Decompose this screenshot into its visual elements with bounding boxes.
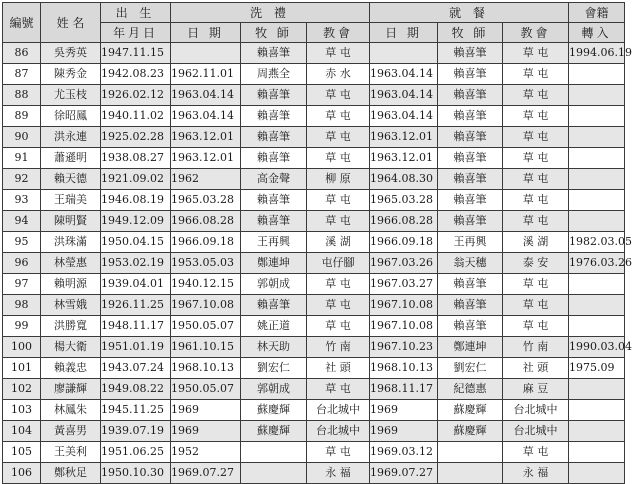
birth-date-cell: 1943.07.24 [101, 358, 171, 379]
eucharist-date-cell: 1969 [370, 421, 438, 442]
member-number-cell: 94 [3, 211, 41, 232]
header-baptism-date: 日 期 [171, 23, 241, 43]
baptism-pastor-cell: 賴喜筆 [241, 43, 307, 64]
baptism-pastor-cell: 賴喜筆 [241, 295, 307, 316]
table-row [3, 379, 625, 400]
member-number-cell: 96 [3, 253, 41, 274]
eucharist-pastor-cell: 賴喜筆 [438, 127, 503, 148]
eucharist-date-cell: 1963.12.01 [370, 148, 438, 169]
baptism-pastor-cell: 賴喜筆 [241, 106, 307, 127]
member-number-cell: 99 [3, 316, 41, 337]
baptism-church-cell: 草 屯 [307, 43, 370, 64]
eucharist-date-cell: 1966.09.18 [370, 232, 438, 253]
birth-date-cell: 1926.11.25 [101, 295, 171, 316]
baptism-date-cell: 1967.10.08 [171, 295, 241, 316]
transfer-in-date-cell [569, 379, 625, 400]
transfer-in-date-cell [569, 463, 625, 484]
table-row [3, 64, 625, 85]
baptism-pastor-cell: 賴喜筆 [241, 148, 307, 169]
member-name-cell: 黃喜男 [41, 421, 101, 442]
table-row [3, 274, 625, 295]
member-number-cell: 103 [3, 400, 41, 421]
member-number-cell: 106 [3, 463, 41, 484]
member-name-cell: 洪永連 [41, 127, 101, 148]
member-number-cell: 92 [3, 169, 41, 190]
baptism-pastor-cell: 王再興 [241, 232, 307, 253]
header-transfer-in: 轉入 [569, 23, 625, 43]
header-eucharist: 就 餐 [370, 3, 569, 23]
eucharist-date-cell: 1968.11.17 [370, 379, 438, 400]
table-row [3, 232, 625, 253]
birth-date-cell: 1946.08.19 [101, 190, 171, 211]
baptism-pastor-cell: 賴喜筆 [241, 211, 307, 232]
baptism-church-cell: 草 屯 [307, 295, 370, 316]
eucharist-church-cell: 泰 安 [503, 253, 569, 274]
eucharist-pastor-cell: 賴喜筆 [438, 43, 503, 64]
baptism-church-cell: 社 頭 [307, 358, 370, 379]
baptism-date-cell: 1969 [171, 421, 241, 442]
eucharist-church-cell: 草 屯 [503, 148, 569, 169]
baptism-date-cell: 1969 [171, 400, 241, 421]
baptism-pastor-cell: 賴喜筆 [241, 127, 307, 148]
baptism-pastor-cell: 劉宏仁 [241, 358, 307, 379]
eucharist-church-cell: 草 屯 [503, 211, 569, 232]
baptism-pastor-cell: 郭朝成 [241, 274, 307, 295]
eucharist-pastor-cell [438, 442, 503, 463]
baptism-pastor-cell: 周燕全 [241, 64, 307, 85]
eucharist-date-cell: 1967.10.23 [370, 337, 438, 358]
eucharist-pastor-cell: 王再興 [438, 232, 503, 253]
eucharist-pastor-cell: 賴喜筆 [438, 211, 503, 232]
member-number-cell: 101 [3, 358, 41, 379]
baptism-church-cell: 草 屯 [307, 148, 370, 169]
baptism-church-cell: 柳 原 [307, 169, 370, 190]
header-baptism: 洗 禮 [171, 3, 370, 23]
member-name-cell: 尤玉枝 [41, 85, 101, 106]
eucharist-pastor-cell: 賴喜筆 [438, 190, 503, 211]
birth-date-cell: 1939.07.19 [101, 421, 171, 442]
baptism-date-cell: 1961.10.15 [171, 337, 241, 358]
birth-date-cell: 1953.02.19 [101, 253, 171, 274]
eucharist-pastor-cell: 鄭連坤 [438, 337, 503, 358]
eucharist-pastor-cell: 劉宏仁 [438, 358, 503, 379]
transfer-in-date-cell [569, 85, 625, 106]
member-number-cell: 104 [3, 421, 41, 442]
transfer-in-date-cell [569, 421, 625, 442]
member-name-cell: 林鳳朱 [41, 400, 101, 421]
eucharist-church-cell: 草 屯 [503, 64, 569, 85]
eucharist-date-cell: 1969.07.27 [370, 463, 438, 484]
eucharist-pastor-cell: 蘇慶輝 [438, 421, 503, 442]
baptism-pastor-cell: 高金聲 [241, 169, 307, 190]
baptism-date-cell: 1963.12.01 [171, 148, 241, 169]
eucharist-pastor-cell: 賴喜筆 [438, 274, 503, 295]
birth-date-cell: 1940.11.02 [101, 106, 171, 127]
baptism-pastor-cell [241, 463, 307, 484]
eucharist-pastor-cell: 賴喜筆 [438, 85, 503, 106]
baptism-church-cell: 溪 湖 [307, 232, 370, 253]
baptism-pastor-cell: 姚正道 [241, 316, 307, 337]
baptism-date-cell: 1953.05.03 [171, 253, 241, 274]
member-name-cell: 林雪娥 [41, 295, 101, 316]
header-eucharist-date: 日 期 [370, 23, 438, 43]
table-row [3, 337, 625, 358]
eucharist-date-cell: 1965.03.28 [370, 190, 438, 211]
eucharist-pastor-cell: 賴喜筆 [438, 169, 503, 190]
eucharist-date-cell: 1963.04.14 [370, 64, 438, 85]
member-number-cell: 88 [3, 85, 41, 106]
member-number-cell: 102 [3, 379, 41, 400]
member-name-cell: 洪珠滿 [41, 232, 101, 253]
table-row [3, 253, 625, 274]
baptism-date-cell: 1963.04.14 [171, 85, 241, 106]
member-number-cell: 90 [3, 127, 41, 148]
eucharist-church-cell: 草 屯 [503, 442, 569, 463]
header-eucharist-church: 教會 [503, 23, 569, 43]
eucharist-pastor-cell [438, 463, 503, 484]
eucharist-church-cell: 台北城中 [503, 421, 569, 442]
table-row [3, 400, 625, 421]
birth-date-cell: 1939.04.01 [101, 274, 171, 295]
member-name-cell: 王瑞美 [41, 190, 101, 211]
member-name-cell: 賴義忠 [41, 358, 101, 379]
baptism-date-cell: 1963.12.01 [171, 127, 241, 148]
member-number-cell: 98 [3, 295, 41, 316]
baptism-pastor-cell: 賴喜筆 [241, 85, 307, 106]
member-name-cell: 陳明賢 [41, 211, 101, 232]
eucharist-church-cell: 草 屯 [503, 106, 569, 127]
header-baptism-pastor: 牧 師 [241, 23, 307, 43]
baptism-church-cell: 草 屯 [307, 442, 370, 463]
birth-date-cell: 1926.02.12 [101, 85, 171, 106]
table-row [3, 169, 625, 190]
register-table [2, 2, 632, 484]
table-body [3, 43, 632, 484]
transfer-in-date-cell [569, 400, 625, 421]
birth-date-cell: 1925.02.28 [101, 127, 171, 148]
transfer-in-date-cell [569, 442, 625, 463]
transfer-in-date-cell [569, 274, 625, 295]
eucharist-church-cell: 永 福 [503, 463, 569, 484]
eucharist-pastor-cell: 賴喜筆 [438, 106, 503, 127]
eucharist-date-cell: 1968.10.13 [370, 358, 438, 379]
eucharist-date-cell: 1963.04.14 [370, 106, 438, 127]
baptism-church-cell: 台北城中 [307, 400, 370, 421]
baptism-date-cell: 1966.08.28 [171, 211, 241, 232]
eucharist-date-cell: 1963.12.01 [370, 127, 438, 148]
baptism-date-cell: 1962.11.01 [171, 64, 241, 85]
eucharist-church-cell: 草 屯 [503, 127, 569, 148]
eucharist-church-cell: 社 頭 [503, 358, 569, 379]
baptism-church-cell: 草 屯 [307, 211, 370, 232]
table-row [3, 148, 625, 169]
birth-date-cell: 1947.11.15 [101, 43, 171, 64]
member-number-cell: 86 [3, 43, 41, 64]
member-number-cell: 97 [3, 274, 41, 295]
eucharist-pastor-cell: 翁天穗 [438, 253, 503, 274]
baptism-pastor-cell: 賴喜筆 [241, 190, 307, 211]
member-name-cell: 楊大衛 [41, 337, 101, 358]
header-baptism-church: 教會 [307, 23, 370, 43]
eucharist-church-cell: 草 屯 [503, 274, 569, 295]
transfer-in-date-cell [569, 127, 625, 148]
member-name-cell: 鄭秋足 [41, 463, 101, 484]
table-row [3, 106, 625, 127]
eucharist-date-cell: 1963.04.14 [370, 85, 438, 106]
eucharist-date-cell: 1964.08.30 [370, 169, 438, 190]
baptism-date-cell: 1950.05.07 [171, 379, 241, 400]
birth-date-cell: 1948.11.17 [101, 316, 171, 337]
baptism-date-cell: 1969.07.27 [171, 463, 241, 484]
eucharist-date-cell: 1967.03.27 [370, 274, 438, 295]
eucharist-date-cell: 1969 [370, 400, 438, 421]
baptism-church-cell: 屯仔腳 [307, 253, 370, 274]
eucharist-church-cell: 麻 豆 [503, 379, 569, 400]
member-number-cell: 105 [3, 442, 41, 463]
member-name-cell: 洪勝寬 [41, 316, 101, 337]
header-no: 編號 [3, 3, 41, 43]
table-row [3, 316, 625, 337]
table-row [3, 295, 625, 316]
baptism-church-cell: 草 屯 [307, 127, 370, 148]
birth-date-cell: 1949.12.09 [101, 211, 171, 232]
eucharist-pastor-cell: 賴喜筆 [438, 295, 503, 316]
header-membership: 會籍 [569, 3, 625, 23]
baptism-church-cell: 竹 南 [307, 337, 370, 358]
baptism-church-cell: 赤 水 [307, 64, 370, 85]
transfer-in-date-cell [569, 211, 625, 232]
eucharist-church-cell: 草 屯 [503, 295, 569, 316]
transfer-in-date-cell [569, 169, 625, 190]
eucharist-church-cell: 溪 湖 [503, 232, 569, 253]
baptism-date-cell: 1963.04.14 [171, 106, 241, 127]
member-name-cell: 賴天德 [41, 169, 101, 190]
birth-date-cell: 1950.10.30 [101, 463, 171, 484]
eucharist-date-cell: 1967.10.08 [370, 295, 438, 316]
eucharist-pastor-cell: 紀德惠 [438, 379, 503, 400]
transfer-in-date-cell [569, 148, 625, 169]
birth-date-cell: 1938.08.27 [101, 148, 171, 169]
birth-date-cell: 1921.09.02 [101, 169, 171, 190]
member-name-cell: 吳秀英 [41, 43, 101, 64]
table-row [3, 421, 625, 442]
member-name-cell: 廖謙輝 [41, 379, 101, 400]
transfer-in-date-cell [569, 190, 625, 211]
baptism-date-cell: 1940.12.15 [171, 274, 241, 295]
eucharist-church-cell: 草 屯 [503, 190, 569, 211]
member-name-cell: 王美利 [41, 442, 101, 463]
membership-register [2, 2, 632, 484]
baptism-date-cell: 1966.09.18 [171, 232, 241, 253]
baptism-church-cell: 草 屯 [307, 85, 370, 106]
baptism-pastor-cell: 林天助 [241, 337, 307, 358]
baptism-pastor-cell: 郭朝成 [241, 379, 307, 400]
member-number-cell: 93 [3, 190, 41, 211]
table-row [3, 190, 625, 211]
birth-date-cell: 1949.08.22 [101, 379, 171, 400]
transfer-in-date-cell [569, 106, 625, 127]
eucharist-church-cell: 草 屯 [503, 316, 569, 337]
table-row [3, 211, 625, 232]
transfer-in-date-cell [569, 316, 625, 337]
table-row [3, 463, 625, 484]
header-eucharist-pastor: 牧 師 [438, 23, 503, 43]
baptism-church-cell: 永 福 [307, 463, 370, 484]
birth-date-cell: 1950.04.15 [101, 232, 171, 253]
eucharist-church-cell: 草 屯 [503, 169, 569, 190]
eucharist-date-cell: 1967.03.26 [370, 253, 438, 274]
eucharist-pastor-cell: 賴喜筆 [438, 148, 503, 169]
baptism-date-cell [171, 43, 241, 64]
birth-date-cell: 1951.01.19 [101, 337, 171, 358]
member-name-cell: 林瑩惠 [41, 253, 101, 274]
member-number-cell: 89 [3, 106, 41, 127]
table-row [3, 442, 625, 463]
header-birth-date: 年月日 [101, 23, 171, 43]
baptism-church-cell: 草 屯 [307, 190, 370, 211]
eucharist-pastor-cell: 蘇慶輝 [438, 400, 503, 421]
eucharist-church-cell: 台北城中 [503, 400, 569, 421]
table-row [3, 127, 625, 148]
member-name-cell: 賴明源 [41, 274, 101, 295]
eucharist-pastor-cell: 賴喜筆 [438, 64, 503, 85]
transfer-in-date-cell: 1976.03.26 [569, 253, 625, 274]
birth-date-cell: 1945.11.25 [101, 400, 171, 421]
eucharist-church-cell: 草 屯 [503, 85, 569, 106]
baptism-pastor-cell: 蘇慶輝 [241, 400, 307, 421]
table-row [3, 358, 625, 379]
eucharist-date-cell: 1969.03.12 [370, 442, 438, 463]
member-number-cell: 87 [3, 64, 41, 85]
baptism-pastor-cell: 鄭連坤 [241, 253, 307, 274]
member-name-cell: 徐昭鳳 [41, 106, 101, 127]
eucharist-date-cell: 1967.10.08 [370, 316, 438, 337]
member-name-cell: 蕭遜明 [41, 148, 101, 169]
transfer-in-date-cell: 1994.06.19 [569, 43, 625, 64]
eucharist-date-cell [370, 43, 438, 64]
baptism-date-cell: 1968.10.13 [171, 358, 241, 379]
baptism-pastor-cell [241, 442, 307, 463]
eucharist-church-cell: 草 屯 [503, 43, 569, 64]
baptism-church-cell: 草 屯 [307, 274, 370, 295]
eucharist-pastor-cell: 賴喜筆 [438, 316, 503, 337]
transfer-in-date-cell: 1990.03.04 [569, 337, 625, 358]
baptism-date-cell: 1950.05.07 [171, 316, 241, 337]
baptism-date-cell: 1962 [171, 169, 241, 190]
eucharist-date-cell: 1966.08.28 [370, 211, 438, 232]
table-row [3, 43, 625, 64]
member-number-cell: 100 [3, 337, 41, 358]
member-number-cell: 95 [3, 232, 41, 253]
birth-date-cell: 1942.08.23 [101, 64, 171, 85]
baptism-church-cell: 台北城中 [307, 421, 370, 442]
eucharist-church-cell: 竹 南 [503, 337, 569, 358]
baptism-date-cell: 1965.03.28 [171, 190, 241, 211]
table-header [3, 3, 625, 43]
header-birth: 出 生 [101, 3, 171, 23]
baptism-church-cell: 草 屯 [307, 316, 370, 337]
transfer-in-date-cell: 1975.09 [569, 358, 625, 379]
transfer-in-date-cell [569, 295, 625, 316]
member-name-cell: 陳秀金 [41, 64, 101, 85]
member-number-cell: 91 [3, 148, 41, 169]
table-row [3, 85, 625, 106]
baptism-church-cell: 草 屯 [307, 106, 370, 127]
baptism-pastor-cell: 蘇慶輝 [241, 421, 307, 442]
transfer-in-date-cell [569, 64, 625, 85]
birth-date-cell: 1951.06.25 [101, 442, 171, 463]
header-name: 姓 名 [41, 3, 101, 43]
baptism-date-cell: 1952 [171, 442, 241, 463]
baptism-church-cell: 草 屯 [307, 379, 370, 400]
transfer-in-date-cell: 1982.03.05 [569, 232, 625, 253]
